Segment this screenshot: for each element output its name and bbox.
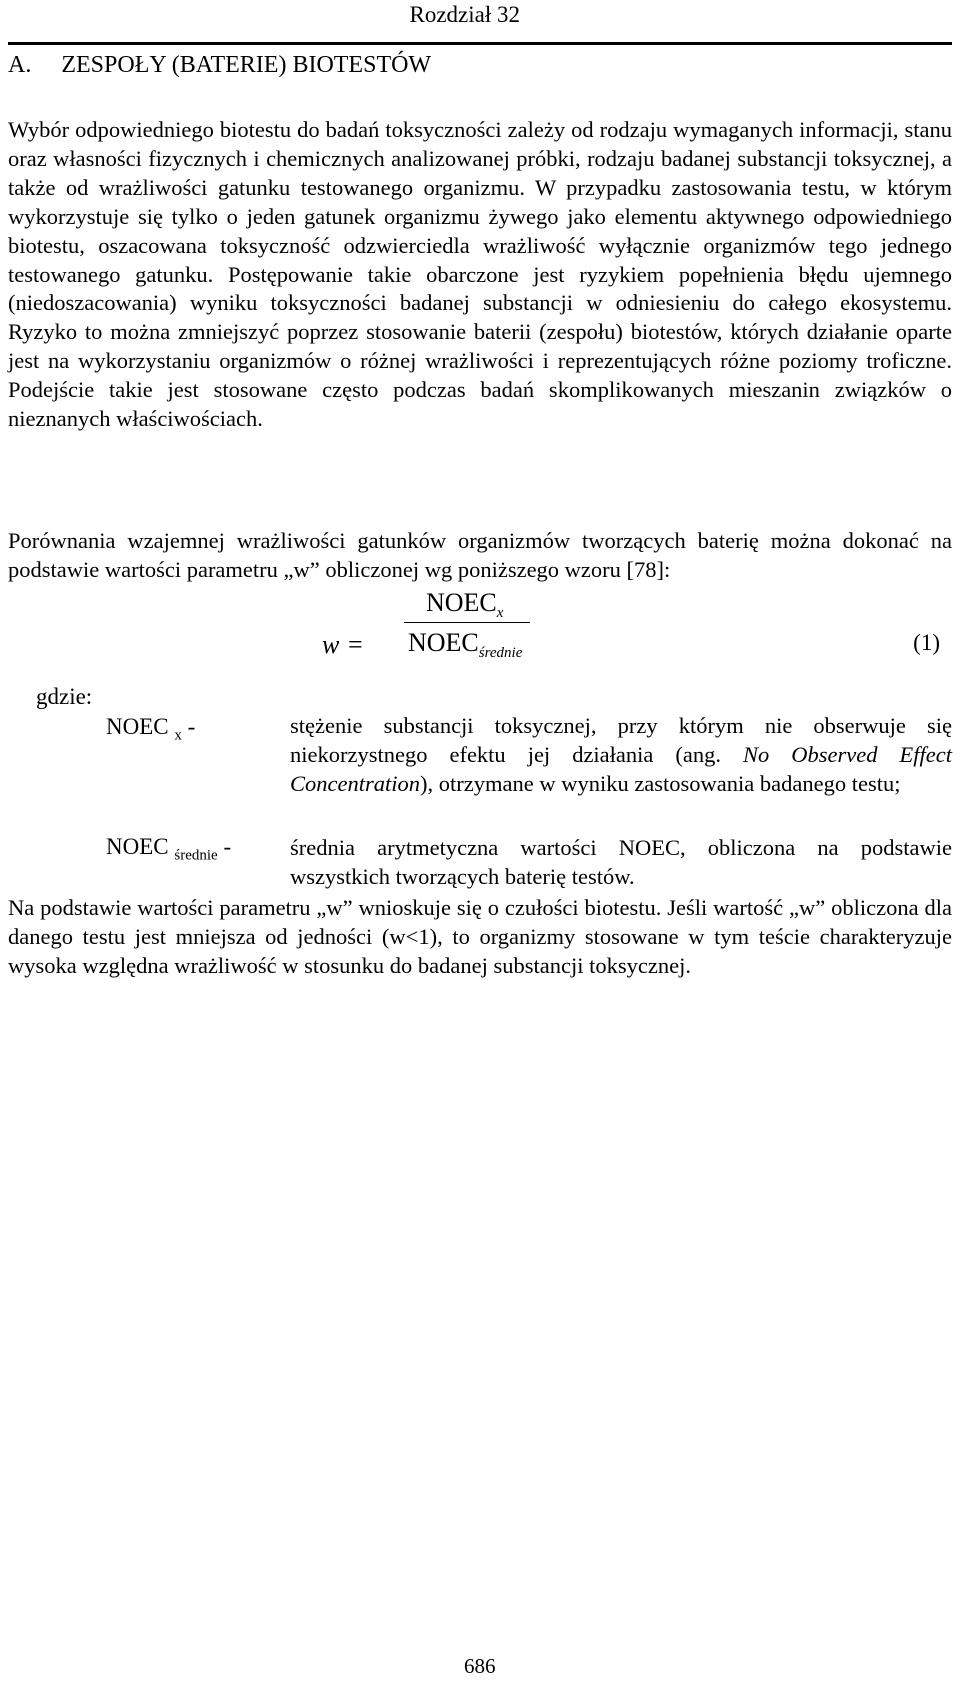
formula-lhs: w: [322, 630, 340, 659]
formula-numerator: $NOEC_x$: [426, 588, 504, 622]
equation-number: (1): [913, 630, 940, 655]
definition-term-noec-srednie: NOEC $_{średnie}$ -: [106, 834, 232, 864]
definition-term-noec-x: NOEC $_x$ -: [106, 714, 196, 744]
fraction-bar: [404, 622, 530, 623]
section-title: ZESPOŁY (BATERIE) BIOTESTÓW: [61, 52, 432, 78]
paragraph-intro: Wybór odpowiedniego biotestu do badań toksyczności zależy od rodzaju wymaganych informacji, stanu oraz własności fizycznych i chemicznych analizowanej próbki, rodzaju badanej substancji toksycznej, a także od wrażliwości gatunku testowanego organizmu. W przypadku zastosowania testu, w którym wykorzystuje się tylko o jeden gatunek organizmu żywego jako elementu aktywnego odpowiedniego biotestu, oszacowana toksyczność odzwierciedla wrażliwość wyłącznie organizmów tego jednego testowanego gatunku. Postępowanie takie obarczone jest ryzykiem popełnienia błędu ujemnego (niedoszacowania) wyniku toksyczności badanej substancji w odniesieniu do całego ekosystemu. Ryzyko to można zmniejszyć poprzez stosowanie baterii (zespołu) biotestów, których działanie oparte jest na wykorzystaniu organizmów o różnej wrażliwości i reprezentujących różne poziomy troficzne. Podejście takie jest stosowane często podczas badań skomplikowanych mieszanin związków o nieznanych właściwościach.: [8, 117, 952, 432]
definition-desc-noec-srednie: średnia arytmetyczna wartości NOEC, obliczona na podstawie wszystkich tworzących baterię testów.: [290, 835, 952, 889]
running-header: [8, 0, 952, 45]
section-number: A.: [8, 52, 32, 78]
page-number: 686: [464, 1654, 496, 1678]
chapter-label: Rozdział 32: [409, 2, 520, 27]
english-term: No Observed Effect Concentration: [290, 741, 952, 796]
section-heading: [8, 52, 431, 79]
paragraph-formula-intro: Porównania wzajemnej wrażliwości gatunków organizmów tworzących baterię można dokonać na podstawie wartości parametru „w” obliczonej wg poniższego wzoru [78]:: [8, 528, 952, 582]
formula-w: [0, 588, 960, 688]
paragraph-conclusion: Na podstawie wartości parametru „w” wnioskuje się o czułości biotestu. Jeśli wartość „w” obliczona dla danego testu jest mniejsza od jedności (w<1), to organizmy stosowane w tym teście charakteryzuje wysoka względna wrażliwość w stosunku do badanej substancji toksycznej.: [8, 895, 952, 978]
formula-denominator: $NOEC_{średnie}$: [408, 628, 523, 662]
definition-desc-noec-x: stężenie substancji toksycznej, przy którym nie obserwuje się niekorzystnego efektu jej działania (ang. No Observed Effect Concentration), otrzymane w wyniku zastosowania badanego testu;: [290, 713, 952, 796]
formula-equals: =: [348, 630, 363, 659]
where-label: gdzie:: [36, 684, 93, 709]
